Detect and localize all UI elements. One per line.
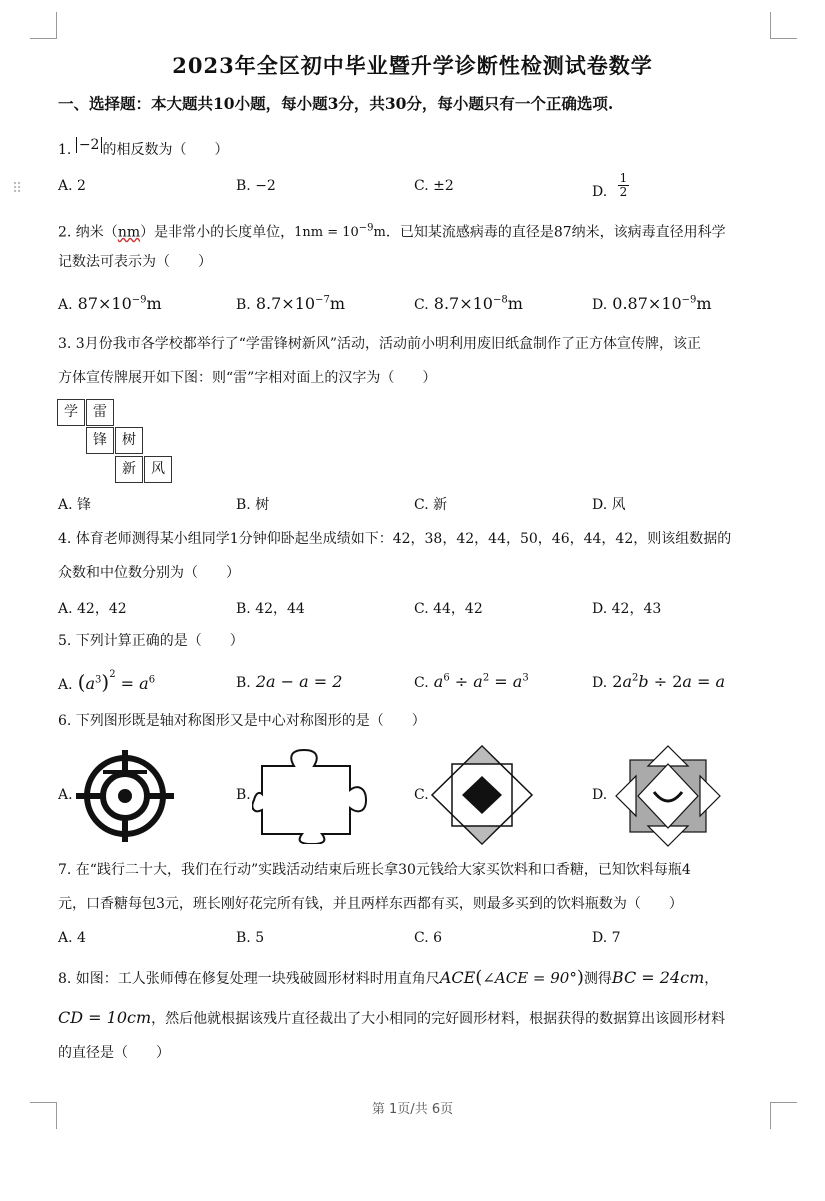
- question-3-line-2: 方体宣传牌展开如下图：则“雷”字相对面上的汉字为（ ）: [58, 370, 437, 386]
- q3-option-d[interactable]: D. 风: [592, 497, 626, 513]
- figure-b-puzzle-icon: [252, 748, 372, 844]
- q3-option-b[interactable]: B. 树: [236, 497, 270, 513]
- q3-option-c[interactable]: C. 新: [414, 497, 448, 513]
- q4-option-c[interactable]: C. 44，42: [414, 601, 483, 617]
- q2-option-a[interactable]: A. $87\times 10^{-9}m$: [58, 294, 162, 313]
- q7-option-d[interactable]: D. 7: [592, 930, 621, 946]
- q4-option-d[interactable]: D. 42，43: [592, 601, 662, 617]
- figure-d-smile-icon: [614, 744, 722, 848]
- q7-option-a[interactable]: A. 4: [58, 930, 86, 946]
- cube-face: 学: [57, 399, 85, 426]
- q7-option-c[interactable]: C. 6: [414, 930, 443, 946]
- q5-option-b[interactable]: B. 2a − a = 2: [236, 672, 343, 691]
- question-3-line-1: 3. 3月份我市各学校都举行了“学雷锋树新风”活动，活动前小明利用废旧纸盒制作了正方体宣传牌，该正: [58, 336, 702, 352]
- question-6: 6. 下列图形既是轴对称图形又是中心对称图形的是（ ）: [58, 713, 426, 729]
- question-7-line-2: 元，口香糖每包3元，班长刚好花完所有钱，并且两样东西都有买，则最多买到的饮料瓶数为（ ）: [58, 896, 683, 912]
- q3-option-a[interactable]: A. 锋: [58, 497, 92, 513]
- q6-option-b[interactable]: B.: [236, 787, 251, 803]
- page-title: 2023年全区初中毕业暨升学诊断性检测试卷数学: [172, 53, 653, 78]
- question-2-line-1: 2. 纳米（nm）是非常小的长度单位，$1nm = 10^{-9}m$．已知某流感病毒的直径是87纳米，该病毒直径用科学: [58, 223, 726, 241]
- drag-handle-icon[interactable]: ⠿: [12, 181, 23, 197]
- q2-option-b[interactable]: B. $8.7\times 10^{-7}m$: [236, 294, 345, 313]
- q1-option-c[interactable]: C. ±2: [414, 178, 454, 194]
- q7-option-b[interactable]: B. 5: [236, 930, 265, 946]
- abs-value: −2: [76, 137, 103, 153]
- question-8-line-2: CD = 10cm，然后他就根据该残片直径裁出了大小相同的完好圆形材料，根据获得的数据算出该圆形材料: [58, 1008, 726, 1027]
- q5-option-a[interactable]: A. $(a^3)^2 = a^6$: [58, 668, 156, 694]
- crop-mark-top-right: [770, 12, 797, 39]
- question-7-line-1: 7. 在“践行二十大，我们在行动”实践活动结束后班长拿30元钱给大家买饮料和口香糖，已知饮料每瓶4: [58, 862, 691, 878]
- q1-option-a[interactable]: A. 2: [58, 178, 86, 194]
- q6-option-a[interactable]: A.: [58, 787, 73, 803]
- q4-option-b[interactable]: B. 42，44: [236, 601, 305, 617]
- q1-option-d[interactable]: D. $\frac{1}{2}$: [592, 171, 628, 200]
- q6-option-d[interactable]: D.: [592, 787, 608, 803]
- q5-option-c[interactable]: C. $a^6 \div a^2 = a^3$: [414, 672, 529, 691]
- figure-a-target-icon: [72, 748, 178, 844]
- question-4-line-1: 4. 体育老师测得某小组同学1分钟仰卧起坐成绩如下：42，38，42，44，50，46，44，42，则该组数据的: [58, 531, 732, 547]
- figure-c-diamond-icon: [430, 744, 534, 846]
- q6-option-c[interactable]: C.: [414, 787, 429, 803]
- question-8-line-3: 的直径是（ ）: [58, 1045, 170, 1061]
- question-8-line-1: 8. 如图：工人张师傅在修复处理一块残破圆形材料时用直角尺ACE(∠ACE = 90°)测得BC = 24cm，: [58, 967, 719, 988]
- cube-face: 锋: [86, 427, 114, 454]
- cube-face: 风: [144, 456, 172, 483]
- page-footer: 第 1页/共 6页: [371, 1102, 454, 1117]
- q2-option-c[interactable]: C. $8.7\times 10^{-8}m$: [414, 294, 523, 313]
- q1-option-b[interactable]: B. −2: [236, 178, 276, 194]
- q4-option-a[interactable]: A. 42，42: [58, 601, 127, 617]
- cube-face: 新: [115, 456, 143, 483]
- question-4-line-2: 众数和中位数分别为（ ）: [58, 565, 240, 581]
- q2-option-d[interactable]: D. $0.87\times 10^{-9}m$: [592, 294, 712, 313]
- cube-face: 雷: [86, 399, 114, 426]
- question-2-line-2: 记数法可表示为（ ）: [58, 254, 212, 270]
- question-5: 5. 下列计算正确的是（ ）: [58, 633, 244, 649]
- crop-mark-top-left: [30, 12, 57, 39]
- question-1: 1. −2 的相反数为（ ）: [58, 137, 229, 158]
- section-heading: 一、选择题：本大题共10小题，每小题3分，共30分，每小题只有一个正确选项.: [58, 94, 614, 113]
- q5-option-d[interactable]: D. $2a^2b \div 2a = a$: [592, 672, 726, 691]
- cube-face: 树: [115, 427, 143, 454]
